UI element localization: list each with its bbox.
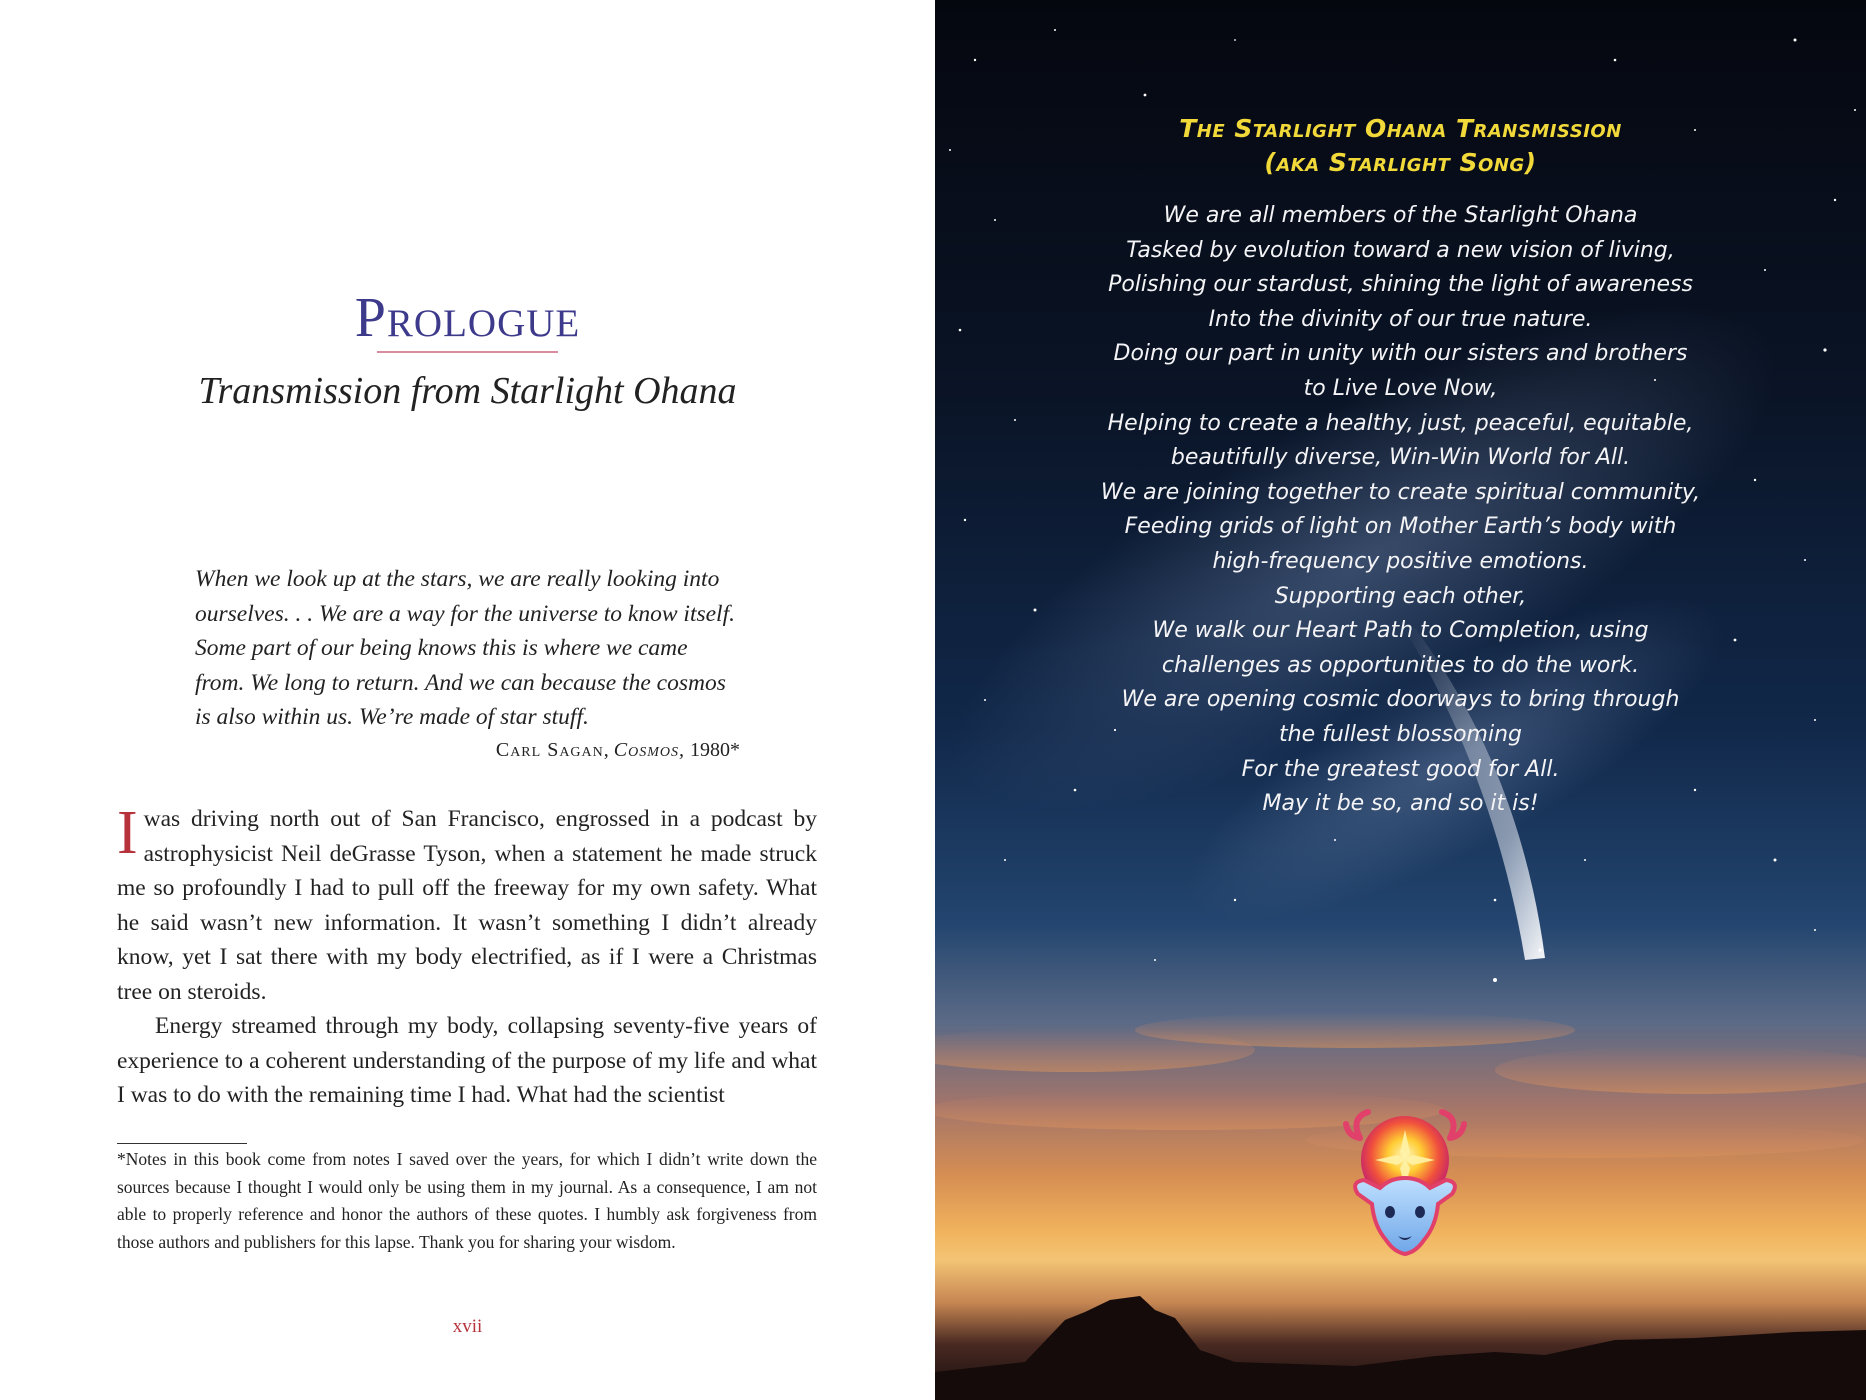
footnote: *Notes in this book come from notes I saved over the years, for which I didn’t write down the sources because I thought I would only be using them in my journal. As a consequence, I am not able to properly reference and honor the authors of these quotes. I humbly ask forgiveness from those authors and publishers for this lapse. Thank you for sharing your wisdom. [117,1149,817,1252]
poem-line: to Live Love Now, [1303,375,1498,401]
mountain-silhouette [935,1296,1866,1400]
paragraph-1 [117,799,817,1009]
poem-line: Into the divinity of our true nature. [1208,306,1593,332]
epigraph-author: Carl Sagan [495,738,604,761]
poem-line: Polishing our stardust, shining the light of awareness [1108,272,1693,298]
epigraph-year: 1980* [690,738,740,761]
poem-line: For the greatest good for All. [1241,756,1560,782]
poem-line: Tasked by evolution toward a new vision of living, [1126,237,1675,263]
chapter-subtitle: Transmission from Starlight Ohana [198,370,737,412]
body-text [117,799,817,1113]
paragraph-2: Energy streamed through my body, collapsing seventy-five years of experience to a coherent understanding of the purpose of my life and what I was to do with the remaining time I had. What had the scientist [117,1013,817,1108]
poem-line: challenges as opportunities to do the work. [1161,652,1640,678]
poem-title [935,112,1866,180]
poem-line: the fullest blossoming [1279,721,1522,747]
poem-line: May it be so, and so it is! [1262,791,1539,817]
deer-head-mandala-icon [1340,1108,1470,1268]
poem-line: Supporting each other, [1274,583,1527,609]
page-number: xvii [452,1316,483,1337]
paragraph-1-text: was driving north out of San Francisco, engrossed in a podcast by astrophysicist Neil deGrasse Tyson, when a statement he made struck me so profoundly I had to pull off the freeway for my own safety. What he said wasn’t new information. It wasn’t something I didn’t already know, yet I sat there with my body electrified, as if I were a Christmas tree on steroids. [117,806,817,1005]
poem-line: Feeding grids of light on Mother Earth’s body with [1124,514,1677,540]
poem-line: We are joining together to create spiritual community, [1100,479,1701,505]
poem-line: Helping to create a healthy, just, peaceful, equitable, [1107,410,1694,436]
epigraph-attribution: Carl Sagan, Cosmos, 1980* [495,738,740,761]
poem-title-line-1: The Starlight Ohana Transmission [1179,114,1622,143]
epigraph-work: Cosmos, [613,738,685,761]
epigraph-text: When we look up at the stars, we are really looking into ourselves. . . We are a way for the universe to know itself. Some part of our being knows this is where we came from. We long to return. And we can because the cosmos is also within us. We’re made of star stuff. [195,566,735,730]
footnote-divider [117,1143,247,1144]
poem-line: beautifully diverse, Win-Win World for All. [1170,445,1631,471]
poem-line: We are all members of the Starlight Ohana [1163,203,1638,228]
title-divider [377,351,558,353]
poem-line: We walk our Heart Path to Completion, using [1152,618,1649,644]
drop-cap: I [117,799,138,867]
chapter-title: Prologue [354,287,581,349]
poem-line: We are opening cosmic doorways to bring through [1121,687,1680,713]
poem-title-line-2: (aka Starlight Song) [1264,148,1537,177]
poem-line: Doing our part in unity with our sisters and brothers [1113,341,1688,367]
poem [935,199,1866,822]
poem-line: high-frequency positive emotions. [1212,548,1589,574]
epigraph [195,562,740,765]
